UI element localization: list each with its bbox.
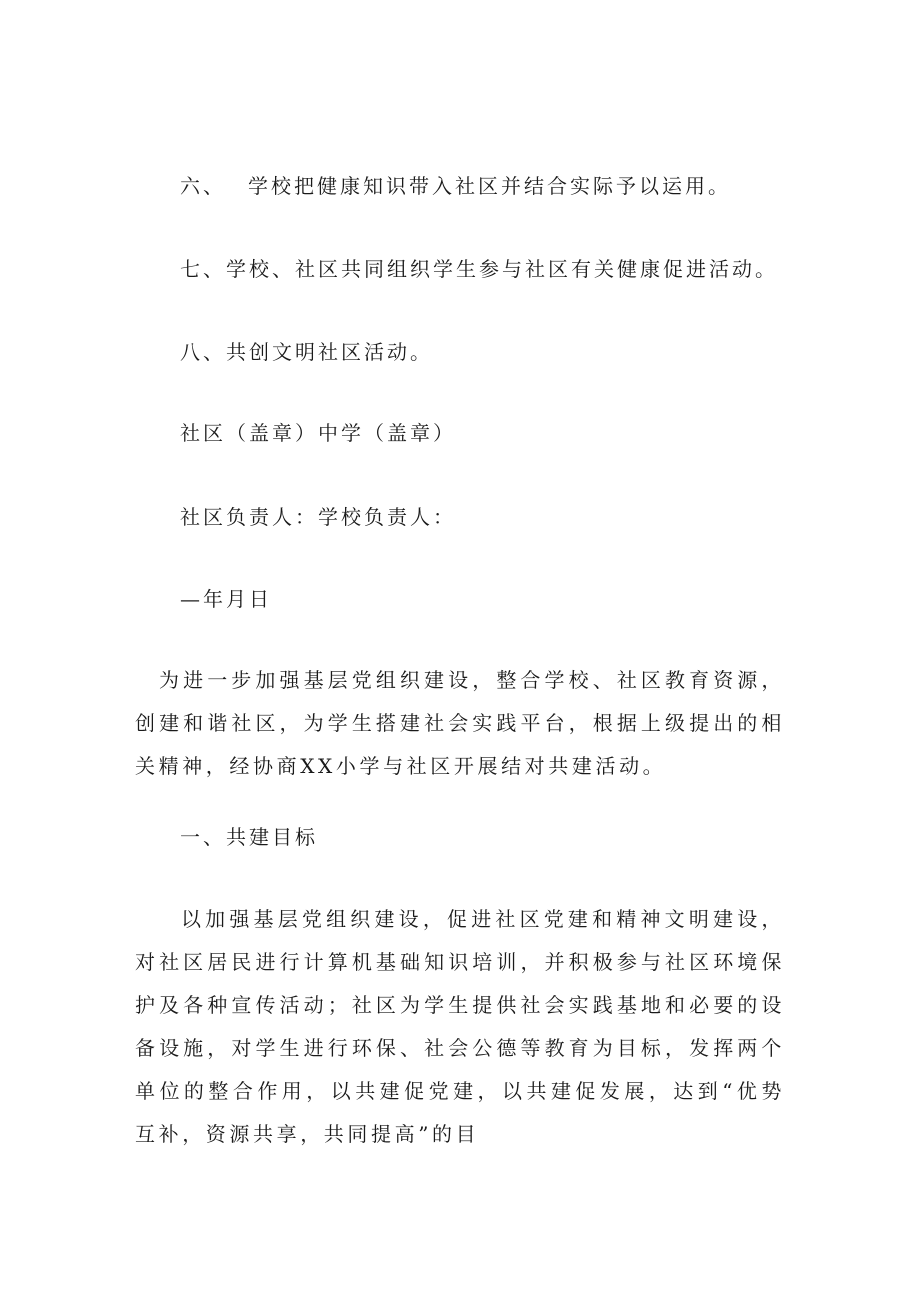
item-six-text: 学校把健康知识带入社区并结合实际予以运用。: [248, 174, 731, 198]
section-heading: 一、共建目标: [180, 825, 318, 849]
goal-paragraph: 以加强基层党组织建设，促进社区党建和精神文明建设，对社区居民进行计算机基础知识培训，并积极参与社区环境保护及各种宣传活动；社区为学生提供社会实践基地和必要的设备设施，对学生进行环保、社会公德等教育为目标，发挥两个单位的整合作用，以共建促党建，以共建促发展，达到“优势互补，资源共享，共同提高”的目: [135, 907, 785, 1146]
seal-line: 社区（盖章）中学（盖章）: [180, 421, 456, 445]
item-six: [180, 174, 731, 198]
date-line: —年月日: [180, 587, 272, 611]
item-seven: 七、学校、社区共同组织学生参与社区有关健康促进活动。: [180, 257, 778, 281]
intro-paragraph: 为进一步加强基层党组织建设，整合学校、社区教育资源，创建和谐社区，为学生搭建社会实践平台，根据上级提出的相关精神，经协商XX小学与社区开展结对共建活动。: [135, 668, 785, 778]
item-six-number: 六、: [180, 174, 226, 198]
item-eight: 八、共创文明社区活动。: [180, 340, 433, 364]
leader-signature-line: 社区负责人：学校负责人：: [180, 505, 456, 529]
